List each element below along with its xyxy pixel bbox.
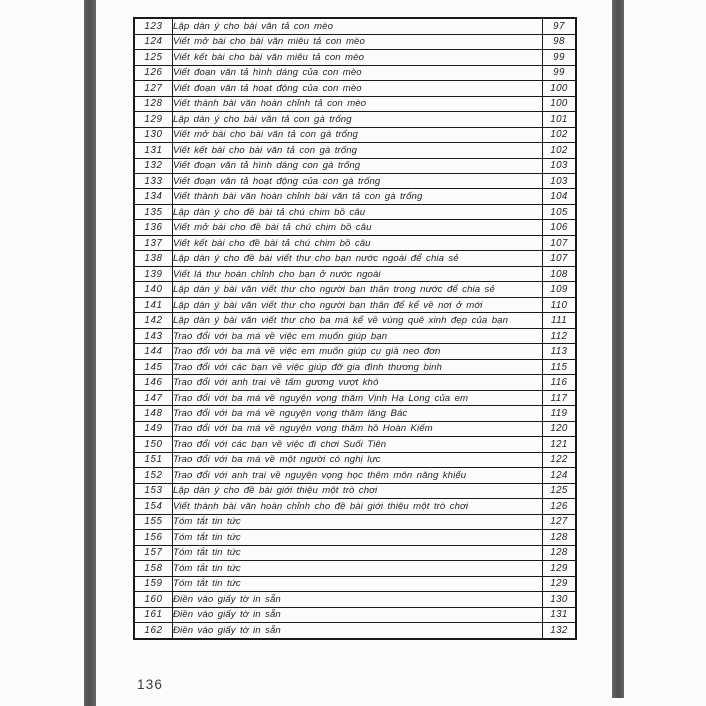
toc-row	[134, 483, 576, 498]
toc-row	[134, 18, 576, 34]
toc-row	[134, 468, 576, 483]
toc-row	[134, 204, 576, 219]
toc-row	[134, 390, 576, 405]
toc-entry-title: Trao đổi với các bạn về việc đi chơi Suối Tiên	[173, 437, 543, 452]
toc-entry-page: 117	[543, 390, 577, 405]
toc-row	[134, 112, 576, 127]
toc-row	[134, 576, 576, 591]
toc-entry-number: 125	[134, 50, 173, 65]
toc-entry-number: 162	[134, 623, 173, 639]
toc-entry-number: 128	[134, 96, 173, 111]
toc-entry-title: Điền vào giấy tờ in sẵn	[173, 592, 543, 607]
toc-entry-page: 127	[543, 514, 577, 529]
toc-entry-page: 128	[543, 545, 577, 560]
toc-row	[134, 173, 576, 188]
toc-entry-title: Lập dàn ý bài văn viết thư cho người bạn thân để kể về nơi ở mới	[173, 297, 543, 312]
toc-entry-page: 104	[543, 189, 577, 204]
toc-row	[134, 96, 576, 111]
toc-entry-page: 120	[543, 421, 577, 436]
toc-entry-number: 157	[134, 545, 173, 560]
toc-entry-number: 156	[134, 530, 173, 545]
toc-entry-page: 116	[543, 375, 577, 390]
toc-entry-number: 146	[134, 375, 173, 390]
toc-entry-page: 124	[543, 468, 577, 483]
toc-entry-title: Tóm tắt tin tức	[173, 561, 543, 576]
toc-entry-number: 147	[134, 390, 173, 405]
toc-entry-number: 145	[134, 359, 173, 374]
toc-entry-title: Trao đổi với ba má về một người có nghị lực	[173, 452, 543, 467]
toc-table-body	[134, 18, 576, 639]
toc-entry-title: Lập dàn ý bài văn viết thư cho người bạn thân trong nước để chia sẻ	[173, 282, 543, 297]
toc-entry-number: 140	[134, 282, 173, 297]
toc-row	[134, 189, 576, 204]
toc-entry-number: 127	[134, 81, 173, 96]
toc-entry-page: 99	[543, 50, 577, 65]
toc-row	[134, 406, 576, 421]
toc-entry-page: 97	[543, 18, 577, 34]
toc-entry-page: 121	[543, 437, 577, 452]
toc-entry-page: 131	[543, 607, 577, 622]
toc-entry-page: 125	[543, 483, 577, 498]
page-number-footer: 136	[137, 677, 164, 692]
toc-row	[134, 545, 576, 560]
toc-entry-title: Tóm tắt tin tức	[173, 514, 543, 529]
toc-entry-title: Lập dàn ý cho đề bài giới thiệu một trò chơi	[173, 483, 543, 498]
toc-row	[134, 514, 576, 529]
toc-entry-page: 108	[543, 266, 577, 281]
toc-entry-number: 152	[134, 468, 173, 483]
toc-entry-title: Trao đổi với anh trai về tấm gương vượt khó	[173, 375, 543, 390]
toc-row	[134, 50, 576, 65]
toc-row	[134, 375, 576, 390]
toc-row	[134, 127, 576, 142]
toc-entry-page: 101	[543, 112, 577, 127]
toc-entry-number: 131	[134, 143, 173, 158]
toc-entry-number: 160	[134, 592, 173, 607]
toc-entry-title: Lập dàn ý cho bài văn tả con gà trống	[173, 112, 543, 127]
toc-row	[134, 592, 576, 607]
toc-entry-title: Trao đổi với ba má về nguyện vọng thăm lăng Bác	[173, 406, 543, 421]
toc-entry-page: 129	[543, 576, 577, 591]
toc-entry-title: Trao đổi với ba má về nguyện vọng thăm hồ Hoàn Kiếm	[173, 421, 543, 436]
toc-entry-page: 111	[543, 313, 577, 328]
toc-row	[134, 65, 576, 80]
toc-entry-title: Viết mở bài cho bài văn miêu tả con mèo	[173, 34, 543, 49]
toc-entry-title: Tóm tắt tin tức	[173, 545, 543, 560]
toc-row	[134, 266, 576, 281]
toc-entry-number: 139	[134, 266, 173, 281]
toc-entry-title: Viết thành bài văn hoàn chỉnh bài văn tả con gà trống	[173, 189, 543, 204]
toc-entry-number: 133	[134, 173, 173, 188]
toc-entry-title: Tóm tắt tin tức	[173, 576, 543, 591]
toc-entry-page: 112	[543, 328, 577, 343]
toc-entry-number: 148	[134, 406, 173, 421]
toc-entry-title: Tóm tắt tin tức	[173, 530, 543, 545]
toc-entry-title: Trao đổi với ba má về nguyện vọng thăm Vịnh Hạ Long của em	[173, 390, 543, 405]
toc-entry-page: 106	[543, 220, 577, 235]
toc-entry-title: Viết kết bài cho bài văn tả con gà trống	[173, 143, 543, 158]
toc-table	[133, 17, 577, 640]
toc-entry-title: Viết thành bài văn hoàn chỉnh tả con mèo	[173, 96, 543, 111]
toc-entry-title: Lập dàn ý cho đề bài viết thư cho bạn nước ngoài để chia sẻ	[173, 251, 543, 266]
toc-entry-number: 129	[134, 112, 173, 127]
toc-entry-number: 144	[134, 344, 173, 359]
toc-entry-title: Trao đổi với ba má về việc em muốn giúp bạn	[173, 328, 543, 343]
toc-row	[134, 437, 576, 452]
toc-row	[134, 251, 576, 266]
toc-row	[134, 297, 576, 312]
toc-row	[134, 313, 576, 328]
toc-entry-title: Viết thành bài văn hoàn chỉnh cho đề bài giới thiệu một trò chơi	[173, 499, 543, 514]
toc-entry-page: 115	[543, 359, 577, 374]
toc-entry-page: 107	[543, 235, 577, 250]
toc-entry-page: 103	[543, 158, 577, 173]
toc-entry-title: Viết đoạn văn tả hình dáng của con mèo	[173, 65, 543, 80]
toc-entry-page: 107	[543, 251, 577, 266]
toc-row	[134, 158, 576, 173]
toc-entry-number: 150	[134, 437, 173, 452]
toc-entry-number: 134	[134, 189, 173, 204]
toc-row	[134, 421, 576, 436]
toc-entry-page: 122	[543, 452, 577, 467]
toc-entry-title: Viết đoạn văn tả hình dáng con gà trống	[173, 158, 543, 173]
toc-entry-number: 151	[134, 452, 173, 467]
toc-entry-page: 109	[543, 282, 577, 297]
toc-row	[134, 561, 576, 576]
toc-entry-title: Điền vào giấy tờ in sẵn	[173, 607, 543, 622]
toc-entry-page: 99	[543, 65, 577, 80]
toc-entry-number: 154	[134, 499, 173, 514]
toc-entry-number: 153	[134, 483, 173, 498]
toc-entry-title: Viết kết bài cho bài văn miêu tả con mèo	[173, 50, 543, 65]
toc-entry-title: Viết đoạn văn tả hoạt động của con mèo	[173, 81, 543, 96]
toc-entry-title: Viết mở bài cho bài văn tả con gà trống	[173, 127, 543, 142]
toc-row	[134, 623, 576, 639]
toc-entry-title: Điền vào giấy tờ in sẵn	[173, 623, 543, 639]
toc-row	[134, 530, 576, 545]
toc-entry-title: Trao đổi với ba má về việc em muốn giúp cụ già neo đơn	[173, 344, 543, 359]
toc-row	[134, 328, 576, 343]
toc-row	[134, 607, 576, 622]
toc-entry-number: 135	[134, 204, 173, 219]
toc-entry-number: 158	[134, 561, 173, 576]
toc-row	[134, 34, 576, 49]
toc-entry-page: 100	[543, 81, 577, 96]
toc-entry-title: Viết lá thư hoàn chỉnh cho bạn ở nước ngoài	[173, 266, 543, 281]
toc-entry-title: Viết kết bài cho đề bài tả chú chim bồ câu	[173, 235, 543, 250]
toc-entry-number: 161	[134, 607, 173, 622]
toc-row	[134, 499, 576, 514]
toc-entry-number: 132	[134, 158, 173, 173]
toc-entry-number: 124	[134, 34, 173, 49]
toc-entry-page: 102	[543, 127, 577, 142]
toc-entry-page: 105	[543, 204, 577, 219]
toc-entry-number: 159	[134, 576, 173, 591]
toc-entry-number: 143	[134, 328, 173, 343]
toc-entry-number: 123	[134, 18, 173, 34]
toc-entry-number: 137	[134, 235, 173, 250]
toc-entry-number: 130	[134, 127, 173, 142]
toc-row	[134, 235, 576, 250]
toc-entry-page: 102	[543, 143, 577, 158]
toc-entry-title: Trao đổi với các bạn về việc giúp đỡ gia đình thương binh	[173, 359, 543, 374]
toc-row	[134, 359, 576, 374]
toc-entry-page: 132	[543, 623, 577, 639]
toc-entry-page: 103	[543, 173, 577, 188]
toc-row	[134, 143, 576, 158]
toc-entry-page: 100	[543, 96, 577, 111]
toc-entry-number: 155	[134, 514, 173, 529]
toc-entry-page: 110	[543, 297, 577, 312]
toc-entry-number: 149	[134, 421, 173, 436]
book-edge-left	[84, 0, 96, 706]
toc-entry-page: 98	[543, 34, 577, 49]
toc-entry-number: 138	[134, 251, 173, 266]
toc-entry-title: Trao đổi với anh trai về nguyện vọng học thêm môn năng khiếu	[173, 468, 543, 483]
toc-entry-title: Lập dàn ý cho đề bài tả chú chim bồ câu	[173, 204, 543, 219]
toc-row	[134, 220, 576, 235]
toc-row	[134, 452, 576, 467]
toc-entry-page: 129	[543, 561, 577, 576]
toc-entry-page: 128	[543, 530, 577, 545]
toc-entry-title: Lập dàn ý cho bài văn tả con mèo	[173, 18, 543, 34]
book-edge-right	[612, 0, 624, 698]
toc-entry-title: Viết đoạn văn tả hoạt động của con gà trống	[173, 173, 543, 188]
toc-row	[134, 344, 576, 359]
toc-entry-number: 142	[134, 313, 173, 328]
toc-entry-page: 119	[543, 406, 577, 421]
toc-entry-number: 141	[134, 297, 173, 312]
toc-entry-page: 113	[543, 344, 577, 359]
toc-entry-page: 126	[543, 499, 577, 514]
toc-entry-title: Lập dàn ý bài văn viết thư cho ba má kể về vùng quê xinh đẹp của bạn	[173, 313, 543, 328]
toc-row	[134, 81, 576, 96]
toc-entry-number: 136	[134, 220, 173, 235]
toc-row	[134, 282, 576, 297]
toc-entry-title: Viết mở bài cho đề bài tả chú chim bồ câu	[173, 220, 543, 235]
toc-entry-page: 130	[543, 592, 577, 607]
toc-entry-number: 126	[134, 65, 173, 80]
